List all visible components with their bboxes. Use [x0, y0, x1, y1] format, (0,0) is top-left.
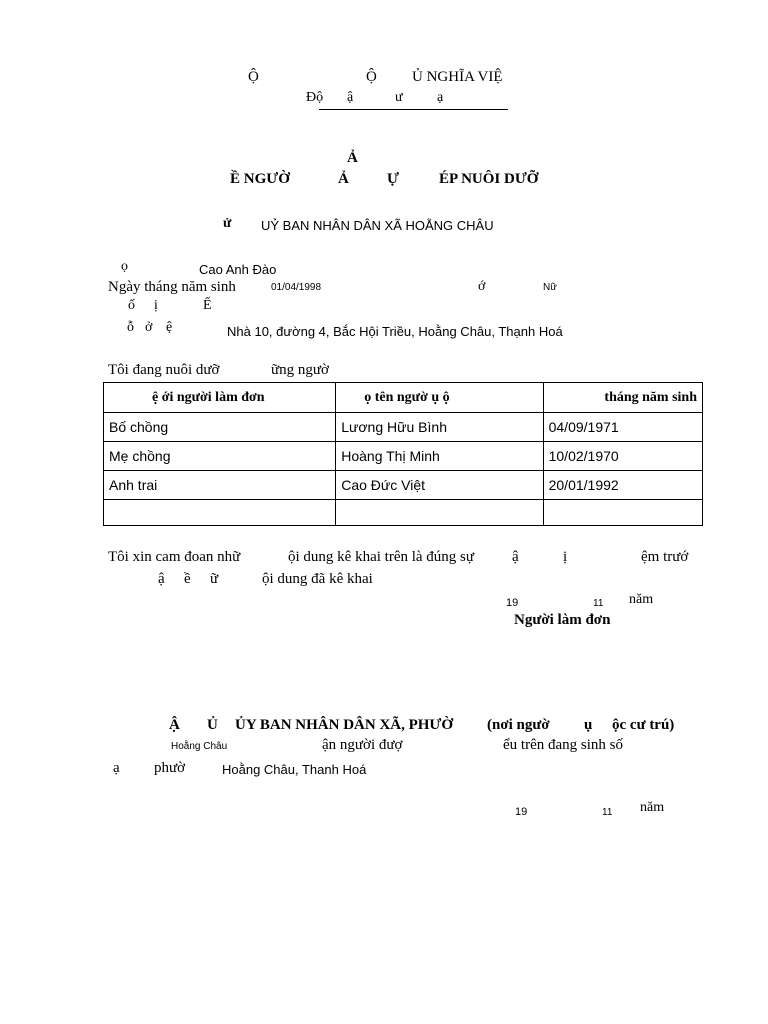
id-label-fragment-a: ố — [128, 298, 135, 313]
confirmation-title-fragment-a: Ậ — [169, 717, 180, 733]
signature-label: Người làm đơn — [514, 612, 611, 628]
cell-dob: 10/02/1970 — [543, 442, 702, 471]
address-label-fragment-b: ở — [145, 320, 153, 335]
name-label: ọ — [121, 259, 128, 274]
gender-label: ớ — [478, 279, 486, 294]
cell-full-name: Cao Đức Việt — [336, 471, 543, 500]
confirmation-title-fragment-c: ỦY BAN NHÂN DÂN XÃ, PHƯỜ — [235, 717, 454, 733]
declaration-line2-fragment-b: ề — [184, 571, 191, 587]
address-label-fragment-c: ệ — [166, 320, 173, 335]
declaration-fragment-b: ội dung kê khai trên là đúng sự — [288, 549, 475, 565]
address-label-fragment-a: ỗ — [127, 320, 134, 335]
confirmation-line1-fragment-b: ểu trên đang sinh số — [503, 737, 623, 753]
form-title-fragment-a: Ề NGƯỜ — [230, 171, 290, 187]
header-full-name: ọ tên ngườ ụ ộ — [336, 383, 543, 413]
name-value: Cao Anh Đào — [199, 262, 277, 277]
motto-underline — [319, 109, 508, 110]
table-row — [104, 500, 703, 526]
confirmation-title-fragment-b: Ủ — [207, 717, 218, 733]
confirmation-line1-fragment-a: ận người đượ — [322, 737, 403, 753]
national-title-fragment-a: Ộ — [248, 69, 259, 85]
cell-relationship: Mẹ chồng — [104, 442, 336, 471]
id-label-fragment-c: Ế — [203, 298, 212, 313]
declaration-line2-fragment-d: ội dung đã kê khai — [262, 571, 373, 587]
form-title-fragment-c: Ự — [387, 171, 399, 187]
declaration-line2-fragment-a: ậ — [158, 571, 165, 587]
confirmation-title-fragment-f: ộc cư trú) — [612, 717, 675, 733]
declaration-fragment-d: ị — [563, 549, 568, 565]
declaration-fragment-e: ệm trướ — [641, 549, 689, 565]
confirmation-line2-fragment-a: ạ — [113, 760, 120, 776]
motto-fragment-d: ạ — [437, 90, 444, 105]
cell-dob: 04/09/1971 — [543, 413, 702, 442]
confirmation-commune-value: Hoằng Châu — [171, 741, 228, 752]
form-title-fragment-d: ÉP NUÔI DƯỠ — [439, 171, 539, 187]
motto-fragment-a: Độ — [306, 90, 324, 105]
cell-dob — [543, 500, 702, 526]
dob-value: 01/04/1998 — [271, 282, 322, 293]
cell-dob: 20/01/1992 — [543, 471, 702, 500]
gender-value: Nữ — [543, 282, 557, 293]
table-row — [104, 471, 703, 500]
confirmation-date-year-label: năm — [640, 800, 665, 815]
form-title-fragment-b: Ả — [338, 171, 349, 187]
dependents-intro-b: ững ngườ — [271, 362, 329, 378]
cell-relationship: Anh trai — [104, 471, 336, 500]
header-relationship: ệ ới người làm đơn — [104, 383, 336, 413]
address-value: Nhà 10, đường 4, Bắc Hội Triều, Hoằng Châu, Thạnh Hoá — [227, 324, 563, 339]
confirmation-line2-fragment-b: phườ — [154, 760, 186, 776]
declaration-fragment-a: Tôi xin cam đoan nhữ — [108, 549, 241, 565]
applicant-date-month: 11 — [593, 598, 604, 609]
recipient-label: ử — [223, 216, 232, 231]
dependents-table — [103, 382, 703, 526]
cell-full-name: Lương Hữu Bình — [336, 413, 543, 442]
cell-full-name: Hoàng Thị Minh — [336, 442, 543, 471]
cell-relationship — [104, 500, 336, 526]
recipient-value: UỶ BAN NHÂN DÂN XÃ HOẰNG CHÂU — [261, 218, 494, 233]
confirmation-title-fragment-e: ụ — [584, 717, 593, 733]
id-label-fragment-b: ị — [154, 298, 158, 313]
form-title-line1: Ả — [347, 150, 358, 166]
declaration-line2-fragment-c: ữ — [210, 571, 219, 587]
header-dob: tháng năm sinh — [543, 383, 702, 413]
motto-fragment-b: ậ — [347, 90, 354, 105]
motto-fragment-c: ư — [395, 90, 403, 105]
applicant-date-year-label: năm — [629, 592, 654, 607]
declaration-fragment-c: ậ — [512, 549, 519, 565]
table-row — [104, 413, 703, 442]
cell-full-name — [336, 500, 543, 526]
confirmation-date-month: 11 — [602, 807, 613, 818]
national-title-fragment-b: Ộ — [366, 69, 377, 85]
dependents-intro-a: Tôi đang nuôi dưỡ — [108, 362, 220, 378]
table-header-row — [104, 383, 703, 413]
applicant-date-day: 19 — [506, 597, 519, 609]
table-row — [104, 442, 703, 471]
dob-label: Ngày tháng năm sinh — [108, 279, 236, 295]
confirmation-title-fragment-d: (nơi ngườ — [487, 717, 550, 733]
national-title-fragment-c: Ủ NGHĨA VIỆ — [412, 69, 503, 85]
cell-relationship: Bố chồng — [104, 413, 336, 442]
confirmation-date-day: 19 — [515, 806, 528, 818]
confirmation-ward-value: Hoằng Châu, Thanh Hoá — [222, 762, 367, 777]
